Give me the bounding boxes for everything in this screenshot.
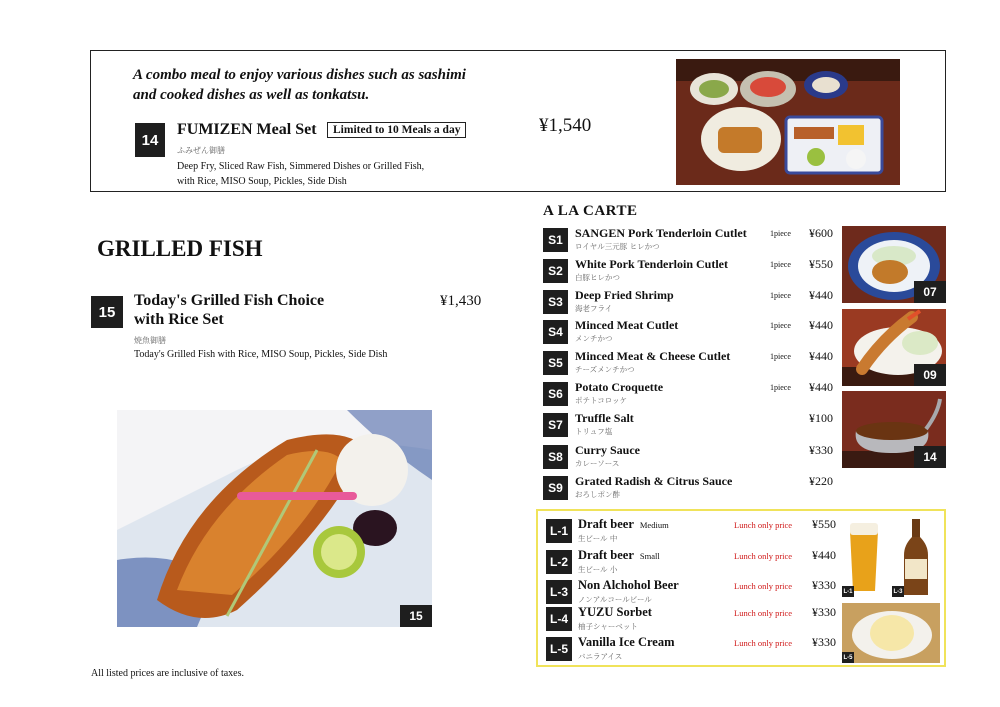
item-japanese-name: ポテトコロッケ (575, 396, 628, 405)
photo-number-tag: L-5 (842, 652, 854, 663)
item-name: Minced Meat Cutlet (575, 318, 679, 332)
item-code-badge: S8 (543, 445, 568, 469)
item-name: Minced Meat & Cheese Cutlet (575, 349, 731, 363)
tax-note: All listed prices are inclusive of taxes. (91, 668, 245, 679)
combo-meal-box (90, 50, 946, 192)
combo-meal-photo (676, 59, 900, 185)
lunch-only-note: Lunch only price (734, 638, 793, 648)
a-la-carte-heading: A LA CARTE (543, 203, 638, 219)
item-japanese-name: ノンアルコールビール (578, 595, 652, 604)
lunch-only-note: Lunch only price (734, 520, 793, 530)
item-name: Curry Sauce (575, 443, 640, 457)
list-item (546, 635, 836, 663)
lunch-only-note: Lunch only price (734, 608, 793, 618)
item-code-badge: L-5 (546, 637, 572, 661)
list-item (543, 474, 833, 504)
item-name: Potato Croquette (575, 380, 664, 394)
combo-items: Deep Fry, Sliced Raw Fish, Simmered Dishes or Grilled Fish, with Rice, MISO Soup, Pickles, Side Dish (177, 161, 425, 187)
combo-number-badge: 14 (135, 123, 165, 157)
item-japanese-name: バニラアイス (578, 652, 623, 661)
fish-number-badge: 15 (91, 296, 123, 328)
item-japanese-name: メンチかつ (575, 334, 613, 343)
pork-cutlet-photo (842, 226, 946, 303)
combo-title: FUMIZEN Meal Set (177, 121, 317, 138)
item-code-badge: L-1 (546, 519, 572, 543)
lunch-drinks-box (536, 509, 946, 667)
item-price: ¥550 (809, 257, 833, 271)
item-name: Draft beer Small (578, 548, 660, 562)
list-item (543, 288, 833, 318)
list-item (543, 380, 833, 410)
photo-number-tag: L-3 (892, 586, 904, 597)
item-name: SANGEN Pork Tenderloin Cutlet (575, 226, 747, 240)
list-item (543, 318, 833, 348)
combo-price: ¥1,540 (539, 115, 592, 136)
combo-japanese-name: ふみぜん御膳 (177, 146, 225, 155)
item-japanese-name: 白豚ヒレかつ (575, 273, 620, 282)
fish-title: Today's Grilled Fish Choice with Rice Set (134, 292, 325, 328)
item-price: ¥550 (812, 517, 836, 531)
item-price: ¥330 (812, 635, 836, 649)
item-price: ¥220 (809, 474, 833, 488)
item-japanese-name: 生ビール 中 (578, 534, 618, 543)
item-japanese-name: 生ビール 小 (578, 565, 618, 574)
list-item (543, 226, 833, 256)
item-japanese-name: 柚子シャーベット (578, 622, 638, 631)
item-code-badge: S6 (543, 382, 568, 406)
item-code-badge: S9 (543, 476, 568, 500)
lunch-only-note: Lunch only price (734, 551, 793, 561)
list-item (546, 578, 836, 606)
photo-number-tag: 14 (914, 446, 946, 468)
item-name: Draft beer Medium (578, 517, 669, 531)
photo-number-tag: 15 (400, 605, 432, 627)
item-quantity: 1piece (770, 383, 791, 392)
item-code-badge: S2 (543, 259, 568, 283)
item-price: ¥100 (809, 411, 833, 425)
item-name: YUZU Sorbet (578, 605, 652, 619)
item-price: ¥440 (809, 318, 833, 332)
item-quantity: 1piece (770, 229, 791, 238)
fish-items: Today's Grilled Fish with Rice, MISO Soup, Pickles, Side Dish (134, 349, 388, 360)
item-size: Medium (639, 520, 669, 530)
item-quantity: 1piece (770, 260, 791, 269)
list-item (546, 605, 836, 633)
list-item (543, 411, 833, 441)
item-japanese-name: トリュフ塩 (575, 427, 613, 436)
bottle-beer-photo (892, 517, 940, 597)
item-code-badge: L-4 (546, 607, 572, 631)
draft-beer-photo (842, 517, 886, 597)
item-price: ¥600 (809, 226, 833, 240)
list-item (546, 517, 836, 545)
photo-number-tag: 09 (914, 364, 946, 386)
item-name: Non Alchohol Beer (578, 578, 679, 592)
item-price: ¥440 (809, 288, 833, 302)
grilled-fish-photo (117, 410, 432, 627)
item-code-badge: L-2 (546, 550, 572, 574)
item-quantity: 1piece (770, 321, 791, 330)
fried-shrimp-photo (842, 309, 946, 386)
list-item (546, 548, 836, 576)
item-code-badge: S4 (543, 320, 568, 344)
limited-badge: Limited to 10 Meals a day (327, 122, 466, 138)
item-price: ¥440 (809, 349, 833, 363)
item-name: Truffle Salt (575, 411, 634, 425)
curry-sauce-photo (842, 391, 946, 468)
item-code-badge: S7 (543, 413, 568, 437)
item-name: White Pork Tenderloin Cutlet (575, 257, 729, 271)
item-price: ¥330 (809, 443, 833, 457)
fish-price: ¥1,430 (440, 293, 482, 309)
fish-japanese-name: 焼魚御膳 (134, 336, 166, 345)
item-japanese-name: ロイヤル三元豚 ヒレかつ (575, 242, 660, 251)
item-quantity: 1piece (770, 291, 791, 300)
list-item (543, 349, 833, 379)
photo-number-tag: 07 (914, 281, 946, 303)
item-price: ¥440 (812, 548, 836, 562)
item-name: Deep Fried Shrimp (575, 288, 674, 302)
combo-description: A combo meal to enjoy various dishes such as sashimi and cooked dishes as well as tonkatsu. (133, 67, 466, 103)
item-price: ¥330 (812, 578, 836, 592)
item-name: Vanilla Ice Cream (578, 635, 675, 649)
item-japanese-name: おろしポン酢 (575, 490, 620, 499)
item-code-badge: S1 (543, 228, 568, 252)
item-japanese-name: カレーソース (575, 459, 620, 468)
lunch-only-note: Lunch only price (734, 581, 793, 591)
item-code-badge: L-3 (546, 580, 572, 604)
grilled-fish-heading: GRILLED FISH (97, 236, 263, 261)
photo-number-tag: L-1 (842, 586, 854, 597)
ice-cream-photo (842, 603, 940, 663)
list-item (543, 443, 833, 473)
item-quantity: 1piece (770, 352, 791, 361)
item-japanese-name: チーズメンチかつ (575, 365, 635, 374)
item-price: ¥330 (812, 605, 836, 619)
item-japanese-name: 海老フライ (575, 304, 613, 313)
item-code-badge: S5 (543, 351, 568, 375)
item-price: ¥440 (809, 380, 833, 394)
item-name: Grated Radish & Citrus Sauce (575, 474, 733, 488)
list-item (543, 257, 833, 287)
item-size: Small (639, 551, 660, 561)
item-code-badge: S3 (543, 290, 568, 314)
